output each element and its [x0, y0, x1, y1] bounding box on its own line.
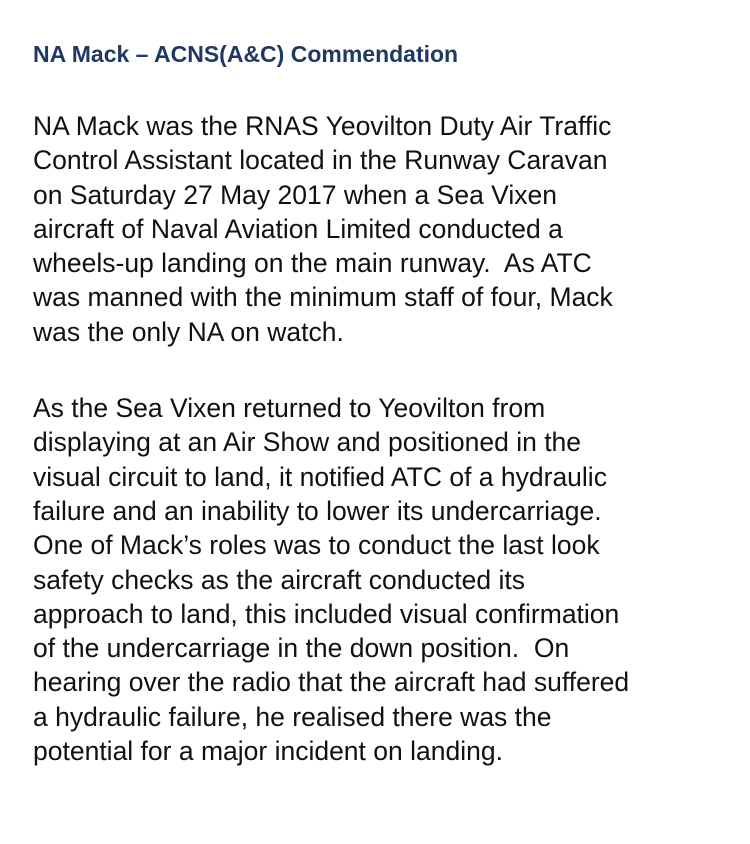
paragraph-line: on Saturday 27 May 2017 when a Sea Vixen — [33, 179, 557, 210]
paragraph-line: approach to land, this included visual confirmation — [33, 598, 620, 629]
paragraph-line: hearing over the radio that the aircraft had suffered — [33, 667, 630, 698]
paragraph-line: safety checks as the aircraft conducted its — [33, 564, 525, 595]
paragraph-line: of the undercarriage in the down position. On — [33, 633, 570, 664]
paragraph-line: a hydraulic failure, he realised there was the — [33, 701, 552, 732]
paragraph-2 — [33, 391, 726, 768]
paragraph-line: displaying at an Air Show and positioned in the — [33, 427, 582, 458]
paragraph-line: NA Mack was the RNAS Yeovilton Duty Air Traffic — [33, 111, 612, 141]
paragraph-line: wheels-up landing on the main runway. As ATC — [33, 248, 592, 279]
paragraph-line: As the Sea Vixen returned to Yeovilton from — [33, 393, 546, 424]
paragraph-line: was the only NA on watch. — [33, 316, 344, 347]
paragraph-1 — [33, 109, 726, 349]
paragraph-line: visual circuit to land, it notified ATC of a hydraulic — [33, 461, 607, 492]
paragraph-line: One of Mack’s roles was to conduct the last look — [33, 530, 600, 561]
paragraph-line: potential for a major incident on landing. — [33, 736, 503, 767]
document-title: NA Mack – ACNS(A&C) Commendation — [33, 41, 459, 67]
paragraph-line: was manned with the minimum staff of four, Mack — [33, 282, 613, 313]
paragraph-line: aircraft of Naval Aviation Limited conducted a — [33, 213, 563, 244]
paragraph-line: failure and an inability to lower its undercarriage. — [33, 495, 602, 526]
paragraph-line: Control Assistant located in the Runway Caravan — [33, 145, 608, 176]
